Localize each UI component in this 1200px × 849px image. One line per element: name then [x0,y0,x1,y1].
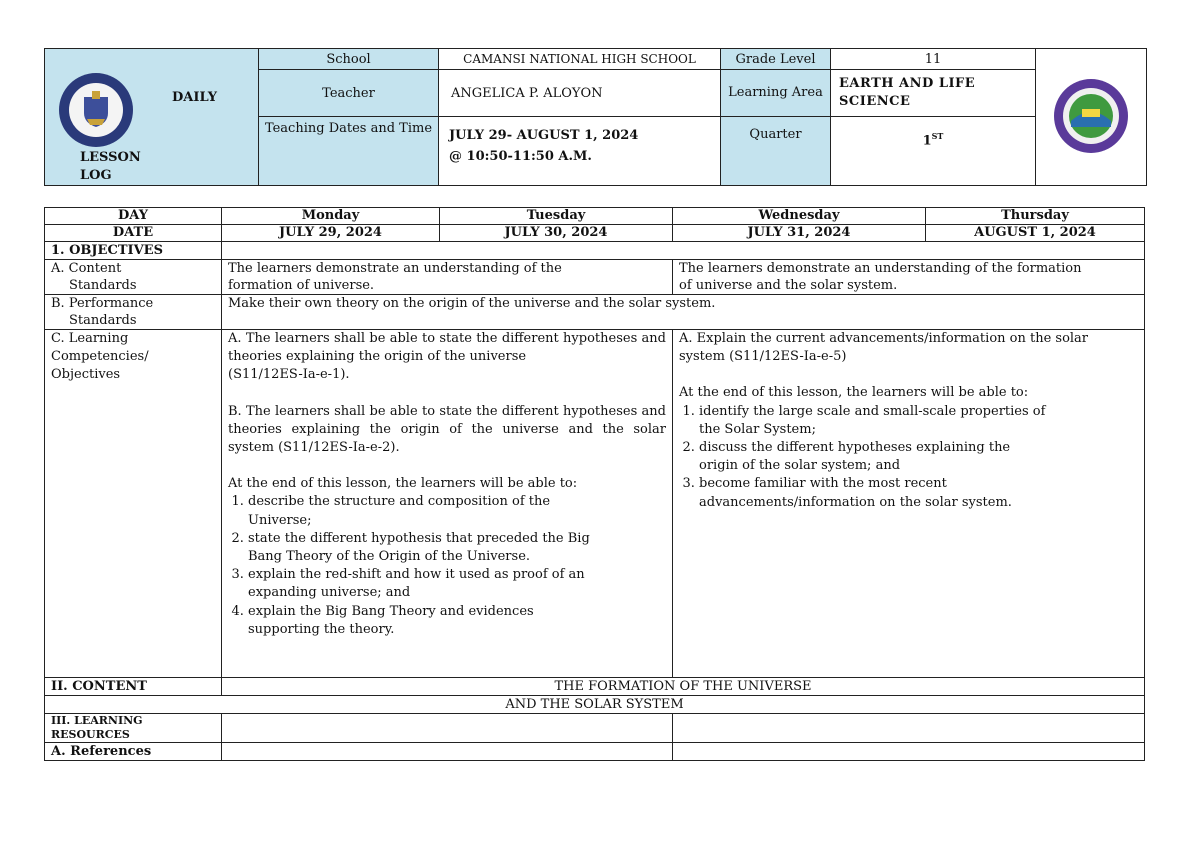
content-std-left: The learners demonstrate an understanding of the formation of universe. [222,260,673,295]
teacher-value: ANGELICA P. ALOYON [439,70,721,117]
area-value: EARTH AND LIFE SCIENCE [831,70,1036,117]
competencies-label-cell [45,330,222,678]
teacher-label: Teacher [259,70,439,117]
comp-left-list [228,493,666,639]
dll-title-lesson: LESSON [80,150,141,165]
header-table [44,48,1147,186]
grade-value: 11 [831,49,1036,70]
day-thursday: Thursday [926,208,1145,225]
deped-seal-icon [57,71,135,149]
content-std-label: A. Content [51,261,122,276]
dates-value: JULY 29- AUGUST 1, 2024 [449,128,639,143]
school-seal-icon [1052,77,1130,155]
date-row [45,225,1145,242]
content-title-1: THE FORMATION OF THE UNIVERSE [222,678,1145,696]
list-item: 3. explain the red-shift and how it used as proof of an expanding universe; and [248,566,606,602]
comp-left-b: B. The learners shall be able to state the different hypotheses and theories explaining the origin of the universe and the solar system (S11/12ES-Ia-e-2). [228,403,666,456]
date-wednesday: JULY 31, 2024 [673,225,926,242]
content-label: II. CONTENT [45,678,222,696]
comp-left-intro: At the end of this lesson, the learners will be able to: [228,476,578,492]
objectives-row [45,242,1145,260]
resources-right [673,714,1145,743]
grade-label: Grade Level [721,49,831,70]
quarter-sup: ST [931,131,944,141]
dates-label: Teaching Dates and Time [259,117,439,186]
list-item: 1. identify the large scale and small-scale properties of the Solar System; [699,403,1048,439]
comp-label-3: Objectives [51,367,121,383]
list-item: 2. state the different hypothesis that preceded the Big Bang Theory of the Origin of the Universe. [248,530,606,566]
quarter-cell [831,117,1036,186]
dll-title-daily: DAILY [172,90,218,105]
date-monday: JULY 29, 2024 [222,225,440,242]
competencies-row [45,330,1145,678]
quarter-value: 1 [922,133,932,149]
content-std-right: The learners demonstrate an understanding of the formation of universe and the solar system. [673,260,1145,295]
comp-label-2: Competencies/ [51,349,149,365]
perf-std-label-2: Standards [69,313,137,328]
date-thursday: AUGUST 1, 2024 [926,225,1145,242]
list-item: 4. explain the Big Bang Theory and evidences supporting the theory. [248,603,606,639]
resources-left [222,714,673,743]
objectives-empty [222,242,1145,260]
content-standards-row [45,260,1145,295]
school-value: CAMANSI NATIONAL HIGH SCHOOL [439,49,721,70]
objectives-label: 1. OBJECTIVES [45,242,222,260]
day-tuesday: Tuesday [440,208,673,225]
comp-left-a-code: (S11/12ES-Ia-e-1). [228,367,350,383]
date-label: DATE [45,225,222,242]
comp-label-1: C. Learning [51,331,129,346]
content-title-2: AND THE SOLAR SYSTEM [45,696,1145,714]
title-cell [45,49,259,186]
competencies-right [673,330,1145,678]
list-item: 1. describe the structure and composition of the Universe; [248,493,606,529]
resources-label: III. LEARNING RESOURCES [45,714,222,743]
comp-left-a: A. The learners shall be able to state the different hypotheses and theories explaining the origin of the universe [228,331,666,365]
date-tuesday: JULY 30, 2024 [440,225,673,242]
list-item: 2. discuss the different hypotheses explaining the origin of the solar system; and [699,439,1048,475]
content-std-label-cell [45,260,222,295]
school-label: School [259,49,439,70]
content-row [45,678,1145,696]
day-row [45,208,1145,225]
resources-row [45,714,1145,743]
logo-cell [1036,49,1147,186]
day-label: DAY [45,208,222,225]
dates-time-cell [439,117,721,186]
references-label: A. References [45,743,222,761]
performance-standards-row [45,295,1145,330]
content-row-2 [45,696,1145,714]
dll-title-log: LOG [80,168,112,183]
perf-std-value: Make their own theory on the origin of the universe and the solar system. [222,295,1145,330]
references-left [222,743,673,761]
area-label: Learning Area [721,70,831,117]
quarter-label: Quarter [721,117,831,186]
competencies-left [222,330,673,678]
comp-right-a: A. Explain the current advancements/information on the solar system (S11/12ES-Ia-e-5) [679,331,1089,365]
comp-right-list [679,403,1138,512]
perf-std-label-cell [45,295,222,330]
lesson-table [44,207,1145,761]
perf-std-label: B. Performance [51,296,154,311]
day-wednesday: Wednesday [673,208,926,225]
content-std-label-2: Standards [69,278,137,293]
day-monday: Monday [222,208,440,225]
comp-right-intro: At the end of this lesson, the learners will be able to: [679,385,1029,401]
references-right [673,743,1145,761]
list-item: 3. become familiar with the most recent advancements/information on the solar system. [699,475,1048,511]
time-value: @ 10:50-11:50 A.M. [449,149,592,164]
references-row [45,743,1145,761]
